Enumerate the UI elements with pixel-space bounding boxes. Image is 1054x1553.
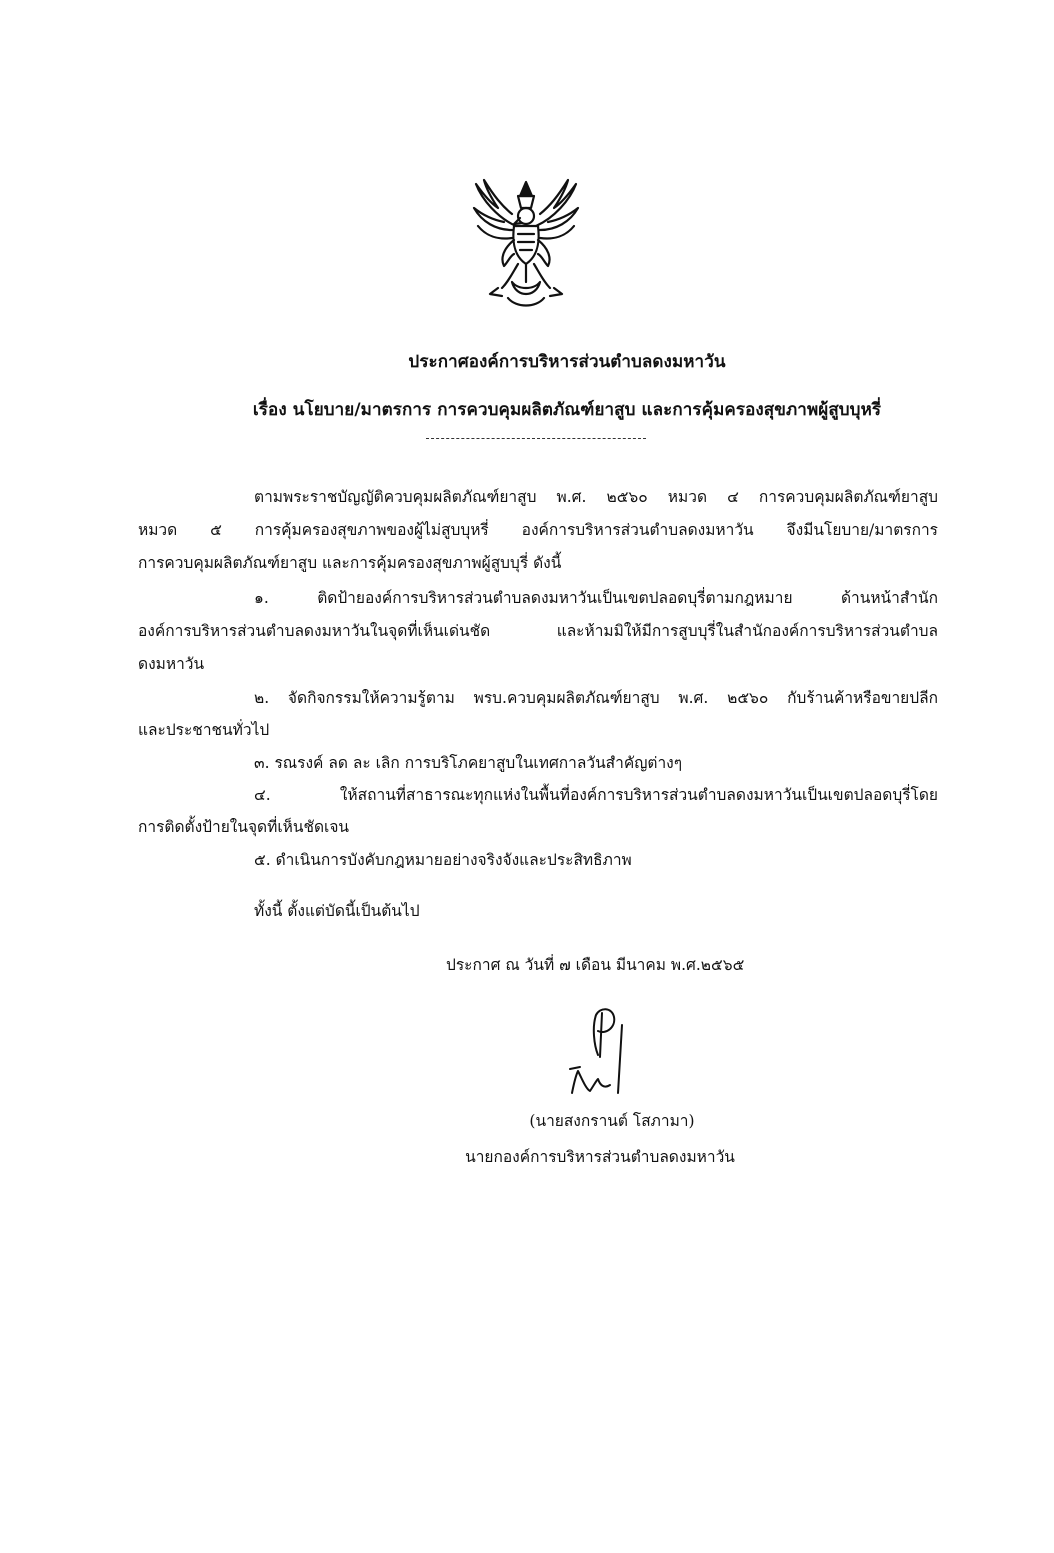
separator-line (426, 438, 646, 439)
item-4-line-1: ๔. ให้สถานที่สาธารณะทุกแห่งในพื้นที่องค์การบริหารส่วนตำบลดงมหาวันเป็นเขตปลอดบุรี่โดย (254, 786, 938, 804)
document-subject: เรื่อง นโยบาย/มาตรการ การควบคุมผลิตภัณฑ์ยาสูบ และการคุ้มครองสุขภาพผู้สูบบุหรี่ (252, 400, 882, 420)
item-4-line-2: การติดตั้งป้ายในจุดที่เห็นชัดเจน (138, 818, 350, 836)
item-1-line-3: ดงมหาวัน (138, 655, 205, 673)
handwritten-signature-icon (560, 1005, 640, 1097)
document-title: ประกาศองค์การบริหารส่วนตำบลดงมหาวัน (408, 352, 726, 372)
signer-name: (นายสงกรานต์ โสภามา) (529, 1112, 695, 1130)
intro-line-3: การควบคุมผลิตภัณฑ์ยาสูบ และการคุ้มครองสุขภาพผู้สูบบุรี่ ดังนี้ (138, 554, 562, 572)
item-3: ๓. รณรงค์ ลด ละ เลิก การบริโภคยาสูบในเทศกาลวันสำคัญต่างๆ (254, 754, 683, 772)
announcement-date: ประกาศ ณ วันที่ ๗ เดือน มีนาคม พ.ศ.๒๕๖๕ (446, 956, 745, 974)
item-1-line-1: ๑. ติดป้ายองค์การบริหารส่วนตำบลดงมหาวันเป็นเขตปลอดบุรี่ตามกฎหมาย ด้านหน้าสำนัก (254, 589, 938, 607)
item-5: ๕. ดำเนินการบังคับกฎหมายอย่างจริงจังและประสิทธิภาพ (254, 851, 632, 869)
item-2-line-1: ๒. จัดกิจกรรมให้ความรู้ตาม พรบ.ควบคุมผลิตภัณฑ์ยาสูบ พ.ศ. ๒๕๖๐ กับร้านค้าหรือขายปลีก (254, 689, 938, 707)
garuda-emblem-icon (468, 178, 584, 310)
signer-position: นายกองค์การบริหารส่วนตำบลดงมหาวัน (465, 1148, 735, 1166)
intro-line-1: ตามพระราชบัญญัติควบคุมผลิตภัณฑ์ยาสูบ พ.ศ. ๒๕๖๐ หมวด ๔ การควบคุมผลิตภัณฑ์ยาสูบ (254, 488, 938, 506)
item-2-line-2: และประชาชนทั่วไป (138, 721, 270, 739)
closing-text: ทั้งนี้ ตั้งแต่บัดนี้เป็นต้นไป (254, 902, 420, 920)
intro-line-2: หมวด ๕ การคุ้มครองสุขภาพของผู้ไม่สูบบุหรี่ องค์การบริหารส่วนตำบลดงมหาวัน จึงมีนโยบาย/มาตรการ (138, 521, 938, 539)
item-1-line-2: องค์การบริหารส่วนตำบลดงมหาวันในจุดที่เห็นเด่นชัด และห้ามมิให้มีการสูบบุรี่ในสำนักองค์การบริหารส่วนตำบล (138, 622, 938, 640)
